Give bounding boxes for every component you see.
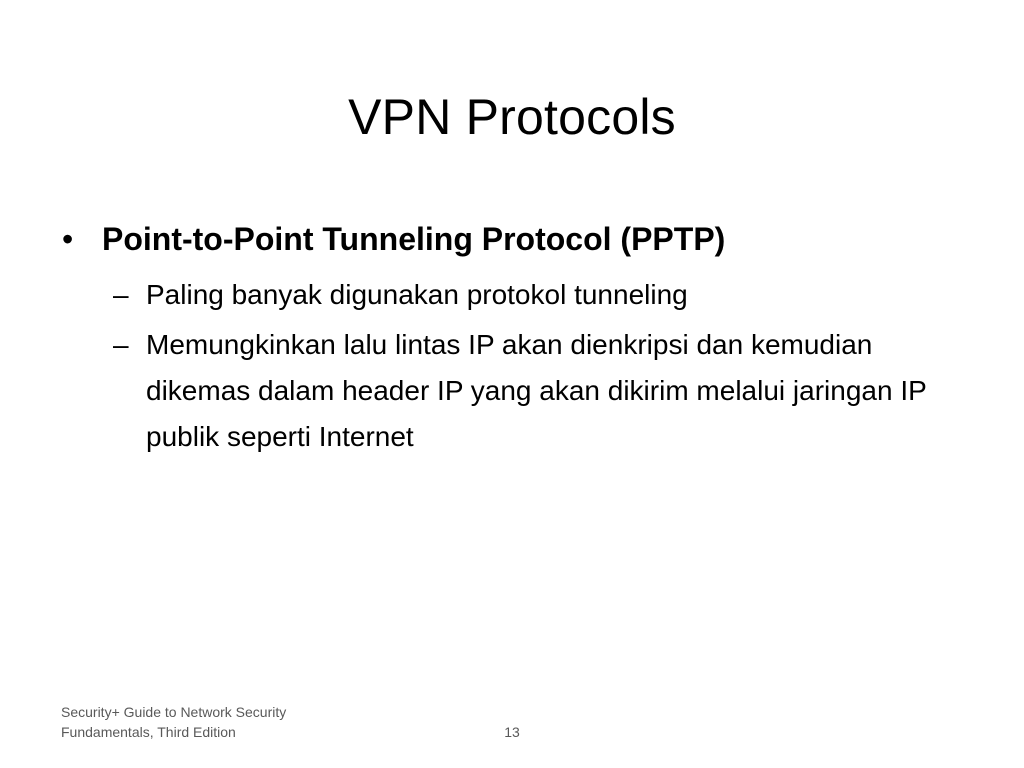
sub-bullet-text: Memungkinkan lalu lintas IP akan dienkripsi dan kemudian dikemas dalam header IP yang akan dikirim melalui jaringan IP publik seperti Internet bbox=[146, 329, 927, 452]
dash-icon: – bbox=[113, 279, 129, 310]
page-number: 13 bbox=[504, 724, 520, 740]
bullet-item bbox=[58, 214, 978, 264]
bullet-text: Point-to-Point Tunneling Protocol (PPTP) bbox=[102, 221, 726, 257]
sub-bullet-text: Paling banyak digunakan protokol tunneling bbox=[146, 279, 688, 310]
bullet-icon: • bbox=[62, 221, 74, 257]
slide-title: VPN Protocols bbox=[348, 89, 676, 145]
slide-content bbox=[58, 214, 978, 460]
footer-source: Security+ Guide to Network Security Fundamentals, Third Edition bbox=[61, 704, 287, 740]
sub-bullet-item bbox=[113, 272, 978, 318]
sub-bullet-item bbox=[113, 322, 978, 460]
dash-icon: – bbox=[113, 329, 129, 360]
